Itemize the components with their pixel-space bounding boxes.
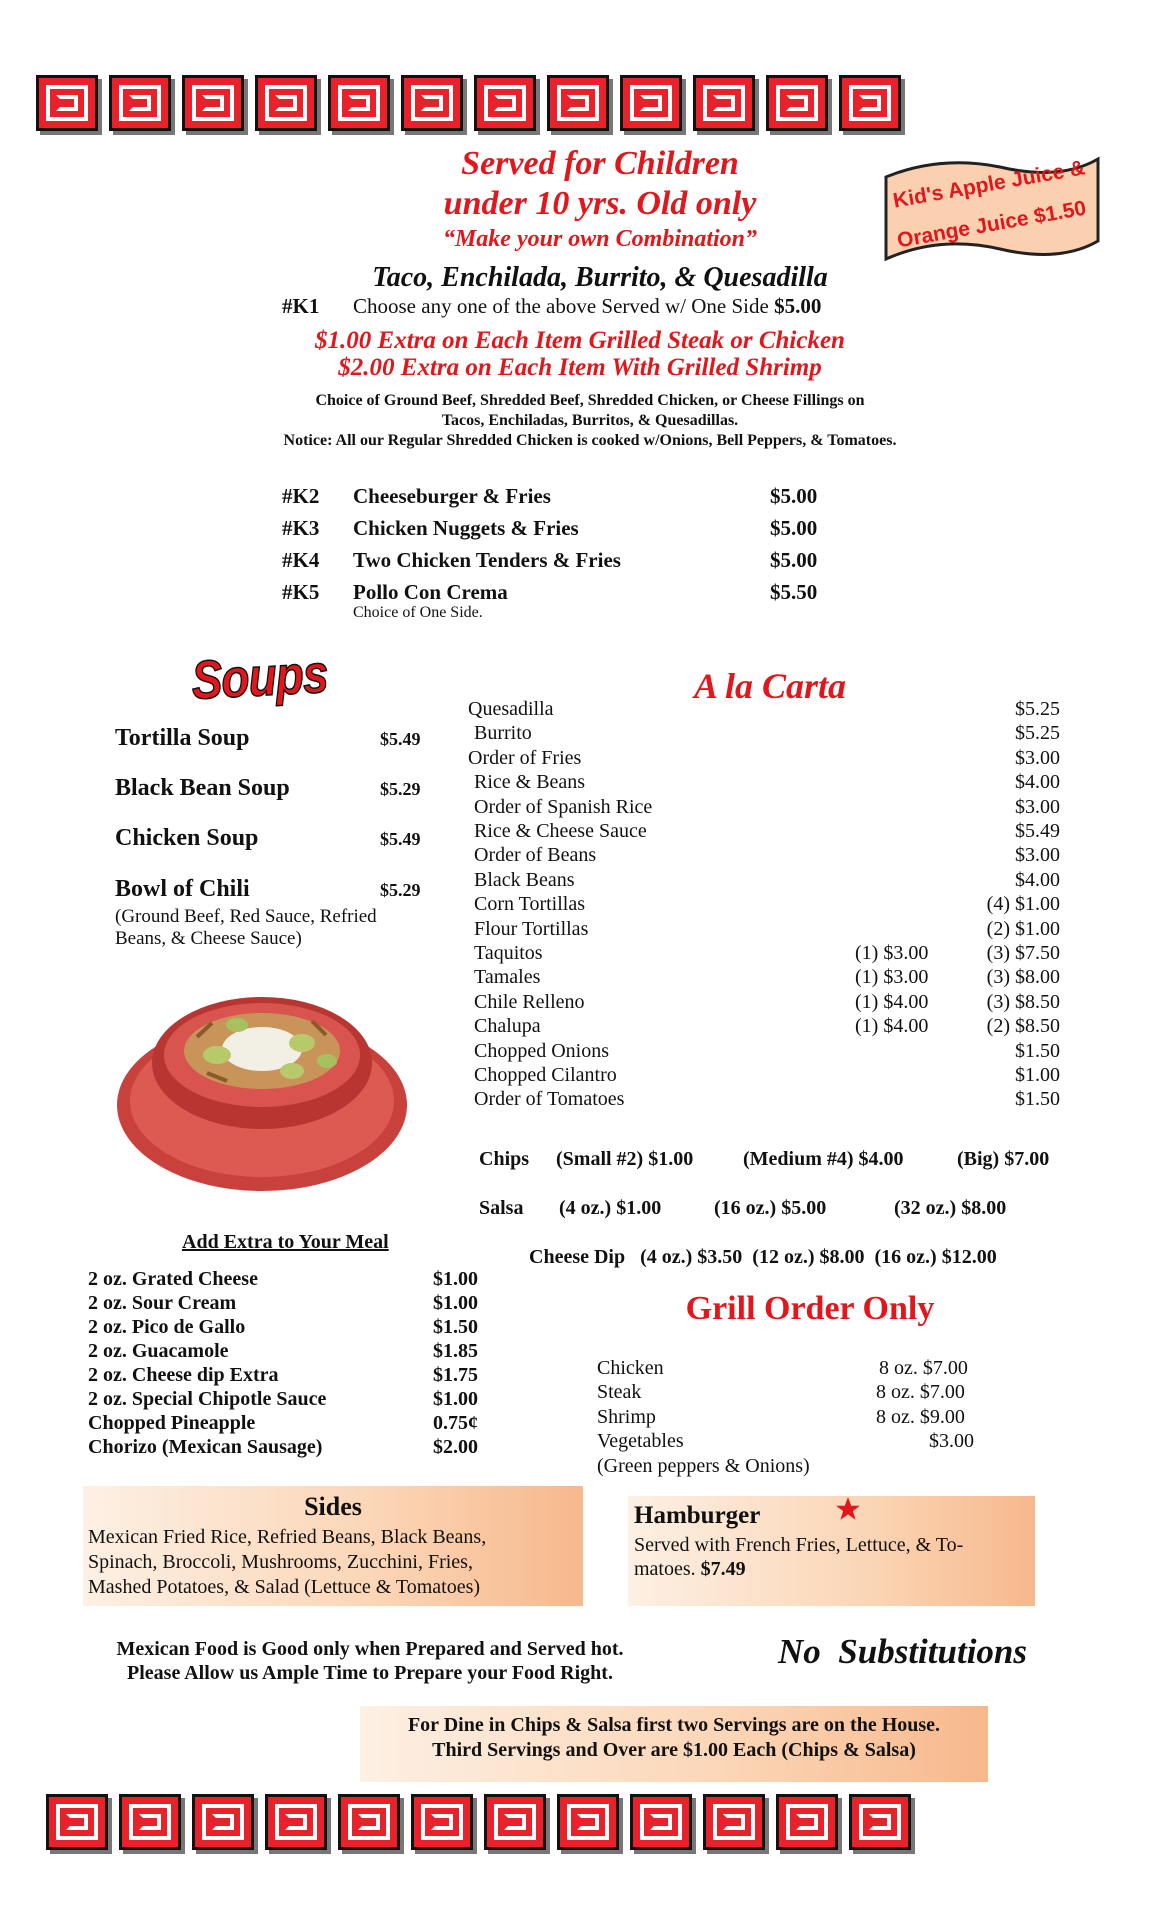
hamburger-line2-text: matoes.: [634, 1558, 696, 1580]
fillings-note: Choice of Ground Beef, Shredded Beef, Shredded Chicken, or Cheese Fillings on: [315, 392, 865, 409]
alacarta-item-name: Order of Beans: [474, 844, 597, 867]
alacarta-item-price: $5.49: [1015, 820, 1060, 842]
sides-line2: Spinach, Broccoli, Mushrooms, Zucchini, Fries,: [88, 1551, 473, 1573]
chili-note-2: Beans, & Cheese Sauce): [115, 928, 302, 949]
top-border: [36, 75, 912, 131]
chili-note: (Ground Beef, Red Sauce, Refried: [115, 906, 377, 927]
extra-steak-chicken: $1.00 Extra on Each Item Grilled Steak or Chicken: [315, 327, 845, 354]
soup-price: $5.29: [380, 880, 421, 900]
kids-item-price: $5.50: [770, 580, 818, 604]
sides-title: Sides: [304, 1492, 362, 1521]
bottom-border: [46, 1794, 922, 1850]
hamburger-price: $7.49: [700, 1558, 746, 1580]
chips-medium: (Medium #4) $4.00: [743, 1148, 904, 1170]
extra-item-name: 2 oz. Sour Cream: [88, 1292, 237, 1314]
salsa-16oz: (16 oz.) $5.00: [714, 1197, 827, 1219]
alacarta-item-name: Rice & Beans: [474, 771, 586, 794]
k1-description: Choose any one of the above Served w/ One Side: [353, 294, 769, 318]
extra-item: [88, 1388, 478, 1411]
alacarta-item-single-price: (1) $4.00: [855, 1015, 929, 1038]
alacarta-item-price: $3.00: [1015, 746, 1060, 769]
alacarta-item-name: Quesadilla: [468, 698, 554, 720]
alacarta-item-single-price: (1) $3.00: [855, 942, 929, 964]
soup-name: Black Bean Soup: [115, 775, 290, 801]
star-icon: [835, 1496, 861, 1522]
soups-title: Soups: [190, 643, 330, 711]
juice-banner-line2: Orange Juice $1.50: [895, 196, 1088, 253]
salsa-label: Salsa: [479, 1197, 524, 1219]
extra-item-price: $1.75: [433, 1364, 478, 1386]
grill-item-name: Chicken: [597, 1357, 664, 1379]
soup-name: Tortilla Soup: [115, 725, 250, 751]
alacarta-item-name: Chile Relleno: [474, 990, 585, 1013]
sides-line1: Mexican Fried Rice, Refried Beans, Black Beans,: [88, 1526, 487, 1548]
combo-title: Taco, Enchilada, Burrito, & Quesadilla: [372, 262, 828, 293]
kids-item-price: $5.00: [770, 548, 818, 572]
extra-item-price: $1.00: [433, 1268, 478, 1290]
alacarta-item-price: $1.00: [1015, 1064, 1060, 1086]
chicken-notice: Notice: All our Regular Shredded Chicken is cooked w/Onions, Bell Peppers, & Tomatoes.: [283, 432, 897, 449]
salsa-32oz: (32 oz.) $8.00: [894, 1197, 1007, 1219]
grill-veg-note: (Green peppers & Onions): [597, 1455, 810, 1477]
soup-item: [115, 825, 421, 852]
extra-item: [88, 1412, 478, 1435]
kids-item-code: #K3: [282, 516, 320, 540]
served-hot-note-2: Please Allow us Ample Time to Prepare your Food Right.: [127, 1662, 613, 1684]
alacarta-item-price: (3) $8.50: [986, 990, 1060, 1013]
alacarta-item-name: Corn Tortillas: [474, 893, 586, 916]
alacarta-item-price: $4.00: [1015, 771, 1060, 794]
alacarta-item-price: $1.50: [1015, 1039, 1060, 1062]
alacarta-title: A la Carta: [693, 666, 847, 706]
kids-item-name: Chicken Nuggets & Fries: [353, 516, 579, 540]
extras-title: Add Extra to Your Meal: [182, 1231, 389, 1253]
k1-price: $5.00: [774, 294, 822, 318]
extra-item-name: 2 oz. Guacamole: [88, 1340, 229, 1362]
alacarta-item-price: $4.00: [1015, 868, 1060, 891]
grill-item: [597, 1430, 974, 1453]
extra-item: [88, 1316, 478, 1339]
extra-item-name: 2 oz. Special Chipotle Sauce: [88, 1388, 327, 1410]
dine-in-note: For Dine in Chips & Salsa first two Servings are on the House.: [407, 1714, 941, 1736]
chips-row: [479, 1148, 1050, 1171]
soup-name: Bowl of Chili: [115, 876, 250, 902]
grill-item: [597, 1406, 965, 1429]
alacarta-item-price: (2) $8.50: [986, 1015, 1060, 1038]
extra-item-price: $1.85: [433, 1340, 478, 1362]
alacarta-item-single-price: (1) $3.00: [855, 966, 929, 989]
dine-in-box: [360, 1706, 988, 1782]
extra-item-name: 2 oz. Pico de Gallo: [88, 1316, 246, 1338]
kids-item-price: $5.00: [770, 484, 818, 508]
extra-item: [88, 1364, 478, 1387]
extra-item-name: 2 oz. Grated Cheese: [88, 1268, 258, 1290]
alacarta-item-price: $5.25: [1015, 698, 1060, 720]
extra-item-price: $2.00: [433, 1436, 478, 1458]
soup-price: $5.49: [380, 829, 421, 849]
alacarta-item-price: (3) $7.50: [986, 942, 1060, 964]
alacarta-item-name: Order of Fries: [468, 746, 582, 769]
extra-item-price: $1.00: [433, 1292, 478, 1314]
alacarta-item-name: Order of Tomatoes: [474, 1088, 625, 1111]
kids-subtitle: “Make your own Combination”: [442, 226, 758, 252]
alacarta-item-name: Taquitos: [474, 942, 543, 964]
hamburger-title: Hamburger: [634, 1502, 761, 1529]
chips-big: (Big) $7.00: [957, 1148, 1050, 1170]
alacarta-item-name: Black Beans: [474, 868, 575, 891]
k1-text: [353, 294, 821, 319]
hamburger-line2: [634, 1558, 746, 1581]
kids-item-name: Two Chicken Tenders & Fries: [353, 548, 621, 572]
soup-bowl-image: [112, 985, 412, 1195]
hamburger-box: [628, 1496, 1035, 1606]
cheese-dip-row: Cheese Dip (4 oz.) $3.50 (12 oz.) $8.00 (16 oz.) $12.00: [529, 1246, 997, 1268]
kids-item-name: Pollo Con Crema: [353, 580, 508, 604]
kids-item-name: Cheeseburger & Fries: [353, 484, 551, 508]
alacarta-item-name: Chopped Cilantro: [474, 1064, 617, 1086]
alacarta-item-name: Flour Tortillas: [474, 917, 589, 940]
alacarta-item-name: Rice & Cheese Sauce: [474, 820, 647, 842]
extra-item-price: 0.75¢: [433, 1412, 478, 1434]
hamburger-line1: Served with French Fries, Lettuce, & To-: [634, 1534, 964, 1556]
no-substitutions: No Substitutions: [778, 1632, 1027, 1671]
chips-label: Chips: [479, 1148, 530, 1170]
grill-title: Grill Order Only: [685, 1290, 935, 1327]
juice-banner-line1: Kid's Apple Juice &: [891, 156, 1087, 213]
grill-item: [597, 1381, 965, 1404]
soup-item: [115, 725, 421, 752]
alacarta-item-name: Chopped Onions: [474, 1039, 609, 1062]
grill-item-price: 8 oz. $9.00: [876, 1406, 965, 1428]
extra-item-name: Chorizo (Mexican Sausage): [88, 1436, 323, 1458]
alacarta-item-price: $3.00: [1015, 795, 1060, 818]
extra-item: [88, 1436, 478, 1459]
soup-price: $5.49: [380, 729, 421, 749]
extra-item: [88, 1340, 478, 1363]
extra-item-price: $1.50: [433, 1316, 478, 1338]
alacarta-item-name: Burrito: [474, 722, 532, 745]
soup-name: Chicken Soup: [115, 825, 259, 851]
alacarta-item-name: Order of Spanish Rice: [474, 795, 653, 818]
k5-note: Choice of One Side.: [353, 604, 483, 621]
kids-title-line2: under 10 yrs. Old only: [443, 185, 757, 222]
dine-in-note-2: Third Servings and Over are $1.00 Each (Chips & Salsa): [432, 1739, 916, 1761]
grill-item: [597, 1357, 968, 1380]
soup-item: [115, 775, 421, 802]
alacarta-item-single-price: (1) $4.00: [855, 990, 929, 1013]
alacarta-item-price: $5.25: [1015, 722, 1060, 745]
extra-item: [88, 1268, 478, 1291]
alacarta-item-price: $1.50: [1015, 1088, 1060, 1111]
chips-small: (Small #2) $1.00: [556, 1148, 694, 1170]
grill-item-price: 8 oz. $7.00: [879, 1357, 968, 1379]
alacarta-item-name: Tamales: [474, 966, 541, 989]
kids-item-code: #K5: [282, 580, 320, 604]
kids-item-price: $5.00: [770, 516, 818, 540]
extra-shrimp: $2.00 Extra on Each Item With Grilled Shrimp: [338, 354, 822, 381]
fillings-note-2: Tacos, Enchiladas, Burritos, & Quesadillas.: [441, 412, 739, 429]
kids-title-line1: Served for Children: [461, 145, 739, 182]
k1-code: #K1: [282, 294, 320, 318]
grill-item-price: $3.00: [929, 1430, 974, 1452]
salsa-row: [479, 1197, 1007, 1220]
grill-item-name: Steak: [597, 1381, 642, 1403]
alacarta-item-price: (3) $8.00: [986, 966, 1060, 989]
alacarta-item-price: (2) $1.00: [986, 917, 1060, 940]
soup-item: [115, 876, 421, 903]
extra-item-name: Chopped Pineapple: [88, 1412, 256, 1434]
soup-price: $5.29: [380, 779, 421, 799]
grill-item-name: Shrimp: [597, 1406, 656, 1428]
sides-box: [83, 1486, 583, 1606]
alacarta-item-price: (4) $1.00: [986, 893, 1060, 916]
extra-item-name: 2 oz. Cheese dip Extra: [88, 1364, 279, 1386]
grill-item-price: 8 oz. $7.00: [876, 1381, 965, 1403]
kids-item-code: #K2: [282, 484, 320, 508]
extra-item-price: $1.00: [433, 1388, 478, 1410]
alacarta-item-price: $3.00: [1015, 844, 1060, 867]
served-hot-note: Mexican Food is Good only when Prepared and Served hot.: [116, 1638, 624, 1660]
extra-item: [88, 1292, 478, 1315]
alacarta-item-name: Chalupa: [474, 1015, 541, 1038]
sides-line3: Mashed Potatoes, & Salad (Lettuce & Tomatoes): [88, 1576, 481, 1598]
salsa-4oz: (4 oz.) $1.00: [559, 1197, 662, 1219]
grill-item-name: Vegetables: [597, 1430, 684, 1452]
kids-item-code: #K4: [282, 548, 320, 572]
juice-banner: [880, 155, 1105, 263]
